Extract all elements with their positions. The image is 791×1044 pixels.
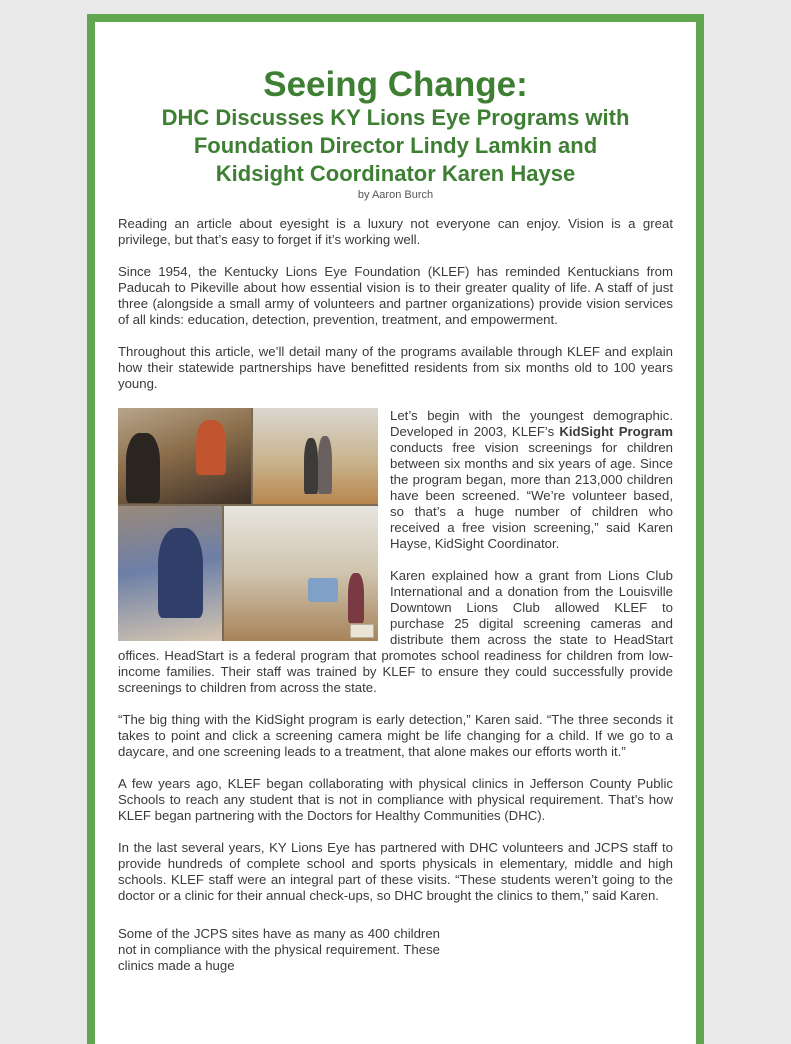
paragraph-history: Since 1954, the Kentucky Lions Eye Foundation (KLEF) has reminded Kentuckians from Paducah to Pikeville about how essential vision is to their greater quality of life. A staff of just three (alongside a small army of volunteers and partner organizations) provide vision services of all kinds: education, detection, prevention, treatment, and empowerment. bbox=[118, 264, 673, 327]
paragraph-jcps-collaboration: A few years ago, KLEF began collaborating with physical clinics in Jefferson County Public Schools to reach any student that is not in compliance with physical requirement. That’s how KLEF began partnering with the Doctors for Healthy Communities (DHC). bbox=[118, 776, 673, 823]
article-title: Seeing Change: bbox=[263, 65, 528, 104]
text-run: conducts free vision screenings for children between six months and six years of age. Since the program began, more than 213,000 children have been screened. “We’re volunteer based, so that’s a huge number of children who received a free vision screening,” said Karen Hayse, KidSight Coordinator. bbox=[390, 440, 673, 551]
kidsight-section bbox=[118, 408, 673, 712]
table-figure bbox=[308, 578, 338, 602]
article-subtitle bbox=[118, 104, 673, 188]
lions-logo-icon bbox=[350, 624, 374, 638]
person-figure bbox=[196, 420, 226, 475]
subtitle-line: DHC Discusses KY Lions Eye Programs with bbox=[161, 105, 630, 130]
byline: by Aaron Burch bbox=[357, 189, 434, 201]
subtitle-line: Foundation Director Lindy Lamkin and bbox=[193, 133, 598, 158]
text-run: Let’s begin with the youngest demographic. Developed in 2003, KLEF’s bbox=[390, 408, 673, 439]
screening-photo-collage bbox=[118, 408, 378, 641]
paragraph-early-detection: “The big thing with the KidSight program is early detection,” Karen said. “The three seconds it takes to point and click a screening camera might be life changing for a child. If we go to a daycare, and one screening leads to a treatment, that alone makes our efforts worth it.” bbox=[118, 712, 673, 759]
paragraph-intro: Reading an article about eyesight is a luxury not everyone can enjoy. Vision is a great privilege, but that’s easy to forget if it’s working well. bbox=[118, 216, 673, 247]
paragraph-dhc-partnership: In the last several years, KY Lions Eye has partnered with DHC volunteers and JCPS staff to provide hundreds of complete school and sports physicals in elementary, middle and high schools. KLEF staff were an integral part of these visits. “These students weren’t going to the doctor or a clinic for their annual check-ups, so DHC brought the clinics to them,” said Karen. bbox=[118, 840, 673, 903]
page-border bbox=[87, 14, 704, 1044]
kidsight-program-name: KidSight Program bbox=[559, 424, 673, 439]
person-figure bbox=[126, 433, 160, 503]
paragraph-overview: Throughout this article, we’ll detail many of the programs available through KLEF and explain how their statewide partnerships have benefitted residents from six months old to 100 years young. bbox=[118, 344, 673, 391]
subtitle-line: Kidsight Coordinator Karen Hayse bbox=[215, 161, 576, 186]
person-figure bbox=[304, 438, 318, 494]
paragraph-cameras: Karen explained how a grant from Lions Club International and a donation from the Louisville Downtown Lions Club allowed KLEF to purchase 25 digital screening cameras and distribute them across the state to HeadStart offices. HeadStart is a federal program that promotes school readiness for children from low-income families. Their staff was trained by KLEF to ensure they could successfully provide screenings to children from across the state. bbox=[118, 568, 673, 695]
paragraph-jcps-sites: Some of the JCPS sites have as many as 400 children not in compliance with the physical requirement. These clinics made a huge bbox=[118, 926, 440, 973]
person-figure bbox=[318, 436, 332, 494]
person-figure bbox=[348, 573, 364, 623]
person-figure bbox=[158, 528, 203, 618]
document-page bbox=[95, 22, 696, 1044]
article bbox=[118, 22, 673, 990]
